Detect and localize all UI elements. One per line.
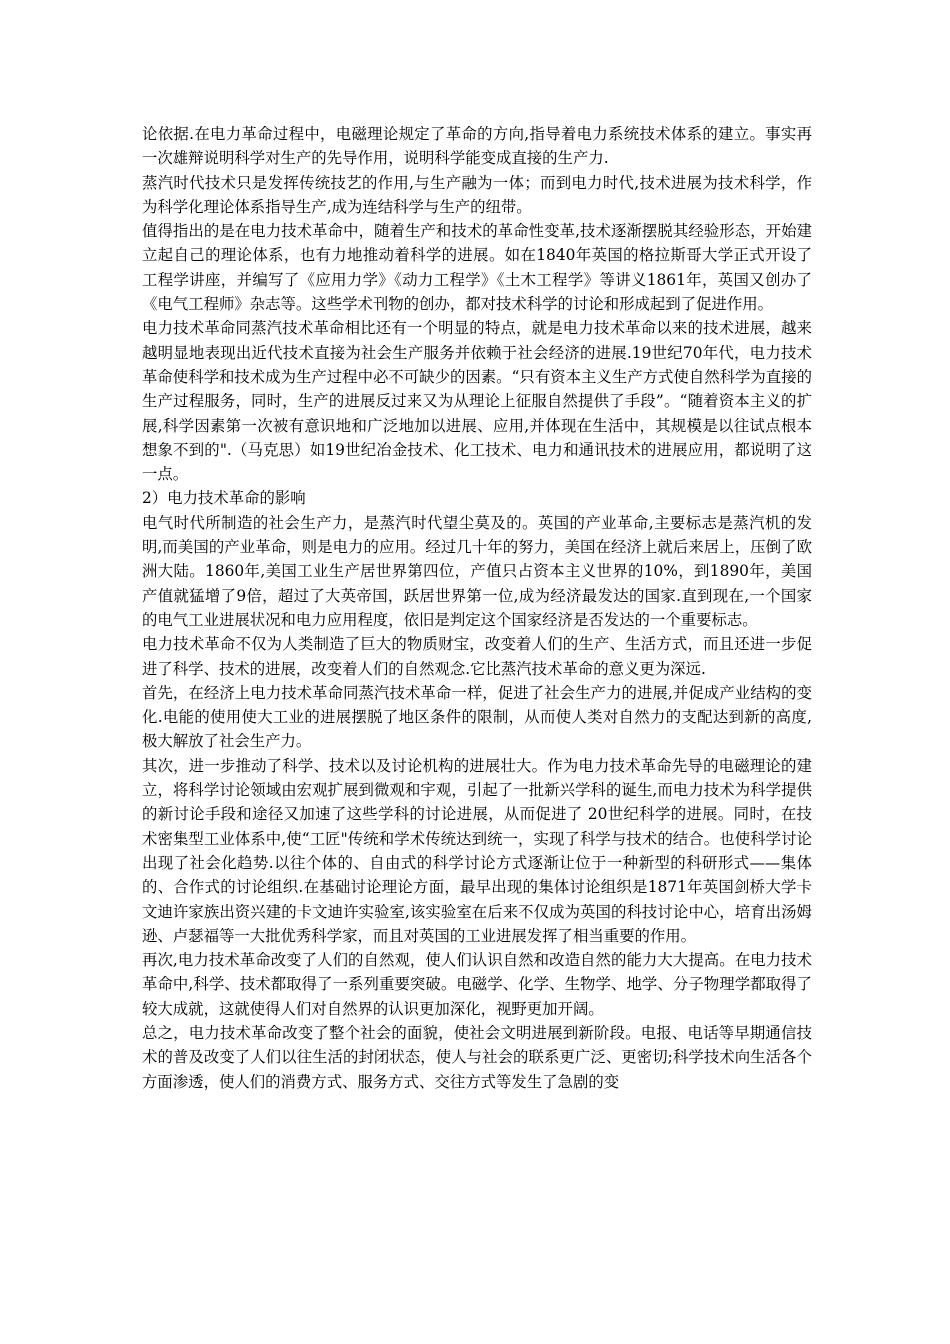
paragraph-first-economic: 首先，在经济上电力技术革命同蒸汽技术革命一样，促进了社会生产力的进展,并促成产业结构的变化.电能的使用使大工业的进展摆脱了地区条件的限制，从而使人类对自然力的支配达到新的高度,极大解放了社会生产力。 bbox=[142, 683, 812, 751]
paragraph-production-service: 电力技术革命同蒸汽技术革命相比还有一个明显的特点，就是电力技术革命以来的技术进展，越来越明显地表现出近代技术直接为社会生产服务并依赖于社会经济的进展.19世纪70年代，电力技术革命使科学和技术成为生产过程中必不可缺少的因素。“只有资本主义生产方式使自然科学为直接的生产过程服务，同时，生产的进展反过来又为从理论上征服自然提供了手段”。“随着资本主义的扩展,科学因素第一次被有意识地和广泛地加以进展、应用,并体现在生活中，其规模是以往试点根本想象不到的".（马克思）如19世纪冶金技术、化工技术、电力和通讯技术的进展应用，都说明了这一点。 bbox=[142, 319, 812, 484]
paragraph-third-nature-view: 再次,电力技术革命改变了人们的自然观，使人们认识自然和改造自然的能力大大提高。在电力技术革命中,科学、技术都取得了一系列重要突破。电磁学、化学、生物学、地学、分子物理学都取得了较大成就，这就使得人们对自然界的认识更加深化，视野更加开阔。 bbox=[142, 951, 812, 1018]
section-heading-impact: 2）电力技术革命的影响 bbox=[142, 489, 306, 508]
paragraph-steam-vs-electric-tech: 蒸汽时代技术只是发挥传统技艺的作用,与生产融为一体；而到电力时代,技术进展为技术科学，作为科学化理论体系指导生产,成为连结科学与生产的纽带。 bbox=[142, 173, 812, 216]
paragraph-electromagnetic-theory: 论依据.在电力革命过程中，电磁理论规定了革命的方向,指导着电力系统技术体系的建立。事实再一次雄辩说明科学对生产的先导作用，说明科学能变成直接的生产力. bbox=[142, 125, 812, 168]
document-body bbox=[142, 122, 812, 1094]
paragraph-productivity: 电气时代所制造的社会生产力，是蒸汽时代望尘莫及的。英国的产业革命,主要标志是蒸汽机的发明,而美国的产业革命，则是电力的应用。经过几十年的努力，美国在经济上就后来居上，压倒了欧洲大陆。1860年,美国工业生产居世界第四位，产值只占资本主义世界的10%，到1890年，美国产值就猛增了9倍，超过了大英帝国，跃居世界第一位,成为经济最发达的国家.直到现在,一个国家的电气工业进展状况和电力应用程度，依旧是判定这个国家经济是否发达的一个重要标志。 bbox=[142, 513, 812, 629]
paragraph-wealth-and-ideas: 电力技术革命不仅为人类制造了巨大的物质财宝，改变着人们的生产、生活方式，而且还进一步促进了科学、技术的进展，改变着人们的自然观念.它比蒸汽技术革命的意义更为深远. bbox=[142, 635, 812, 678]
paragraph-second-science: 其次，进一步推动了科学、技术以及讨论机构的进展壮大。作为电力技术革命先导的电磁理论的建立，将科学讨论领域由宏观扩展到微观和宇观，引起了一批新兴学科的诞生,而电力技术为科学提供的新讨论手段和途径又加速了这些学科的讨论进展，从而促进了 20世纪科学的进展。同时，在技术密集型工业体系中,使“工匠"传统和学术传统达到统一，实现了科学与技术的结合。也使科学讨论出现了社会化趋势.以往个体的、自由式的科学讨论方式逐渐让位于一种新型的科研形式——集体的、合作式的讨论组织.在基础讨论理论方面，最早出现的集体讨论组织是1871年英国剑桥大学卡文迪许家族出资兴建的卡文迪许实验室,该实验室在后来不仅成为英国的科技讨论中心，培育出汤姆逊、卢瑟福等一大批优秀科学家，而且对英国的工业进展发挥了相当重要的作用。 bbox=[142, 756, 812, 945]
paragraph-conclusion: 总之，电力技术革命改变了整个社会的面貌，使社会文明进展到新阶段。电报、电话等早期通信技术的普及改变了人们以往生活的封闭状态，使人与社会的联系更广泛、更密切;科学技术向生活各个方面渗透，使人们的消费方式、服务方式、交往方式等发生了急剧的变 bbox=[142, 1023, 812, 1091]
paragraph-technical-science-theory: 值得指出的是在电力技术革命中，随着生产和技术的革命性变革,技术逐渐摆脱其经验形态，开始建立起自己的理论体系，也有力地推动着科学的进展。如在1840年英国的格拉斯哥大学正式开设了工程学讲座，并编写了《应用力学》《动力工程学》《土木工程学》等讲义1861年，英国又创办了《电气工程师》杂志等。这些学术刊物的创办，都对技术科学的讨论和形成起到了促进作用。 bbox=[142, 222, 812, 314]
